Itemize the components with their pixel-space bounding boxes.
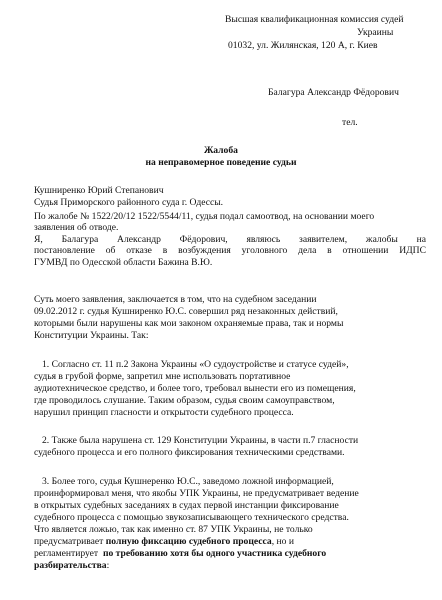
item3-line-6	[34, 536, 294, 547]
addressee-line-2: Украины	[357, 27, 394, 38]
summary-line-3: которыми были нарушены как мои законом охраняемые права, так и нормы	[34, 318, 344, 329]
intro-p2-line-3: ГУМВД по Одесской области Бажина В.Ю.	[34, 256, 213, 268]
sender-name: Балагура Александр Фёдорович	[268, 87, 399, 98]
intro-p2	[34, 234, 426, 268]
item1-line-5: нарушил принцип гласности и открытости судебного процесса.	[34, 407, 294, 418]
item3-line-4: судебного процесса с помощью звукозаписывающего технического средства.	[34, 512, 349, 523]
item1-line-1: 1. Согласно ст. 11 п.2 Закона Украины «О судоустройстве и статусе судей»,	[42, 359, 349, 370]
judge-court: Судья Приморского районного суда г. Одессы.	[34, 197, 224, 208]
item1-line-2: судья в грубой форме, запретил мне использовать портативное	[34, 371, 291, 382]
item1-line-4: где проводилось слушание. Таким образом, судья своим самоуправством,	[34, 395, 335, 406]
summary-line-1: Суть моего заявления, заключается в том, что на судебном заседании	[34, 294, 317, 305]
judge-name: Кушниренко Юрий Степанович	[34, 185, 164, 196]
intro-p2-line-1: Я, Балагура Александр Фёдорович, являюсь заявителем, жалобы на	[34, 234, 426, 245]
intro-p1-line-2: заявления об отводе.	[34, 222, 119, 233]
item3-line-8-bold: разбирательства	[34, 560, 107, 571]
item3-line-6-suffix: , но и	[271, 536, 294, 547]
item3-line-7	[34, 548, 326, 559]
addressee-line-1: Высшая квалификационная комиссия судей	[225, 14, 404, 25]
item3-line-2: проинформировал меня, что якобы УПК Украины, не предусматривает ведение	[34, 488, 359, 499]
item3-line-7-bold: по требованию хотя бы одного участника судебного	[102, 548, 327, 559]
item1-line-3: аудиотехническое средство, и более того, требовал вынести его из помещения,	[34, 383, 356, 394]
item3-line-8-suffix: :	[106, 560, 110, 571]
item3-line-3: в открытых судебных заседаниях в судах первой инстанции фиксирование	[34, 500, 339, 511]
item2-line-2: судебного процесса и его полного фиксирования техническими средствами.	[34, 447, 345, 458]
item3-line-5: Что является ложью, так как именно ст. 87 УПК Украины, не только	[34, 524, 313, 535]
document-subtitle: на неправомерное поведение судьи	[145, 157, 297, 168]
item3-line-1: 3. Более того, судья Кушнеренко Ю.С., заведомо ложной информацией,	[42, 476, 334, 487]
item3-line-6-prefix: предусматривает	[34, 536, 104, 547]
item3-line-8	[34, 560, 109, 571]
document-title: Жалоба	[204, 145, 238, 156]
summary-line-4: Конституции Украины. Так:	[34, 330, 149, 341]
item3-line-7-prefix: регламентирует	[34, 548, 99, 559]
intro-p1-line-1: По жалобе № 1522/20/12 1522/5544/11, судья подал самоотвод, на основании моего	[34, 211, 375, 222]
item3-line-6-bold: полную фиксацию судебного процесса	[105, 536, 272, 547]
addressee-line-3: 01032, ул. Жилянская, 120 А, г. Киев	[228, 40, 378, 51]
summary-line-2: 09.02.2012 г. судья Кушниренко Ю.С. совершил ряд незаконных действий,	[34, 306, 338, 317]
intro-p2-line-2: постановление об отказе в возбуждения уголовного дела в отношении ИДПС	[34, 245, 426, 257]
item2-line-1: 2. Также была нарушена ст. 129 Конституции Украины, в части п.7 гласности	[42, 435, 359, 446]
sender-phone-label: тел.	[342, 117, 358, 128]
